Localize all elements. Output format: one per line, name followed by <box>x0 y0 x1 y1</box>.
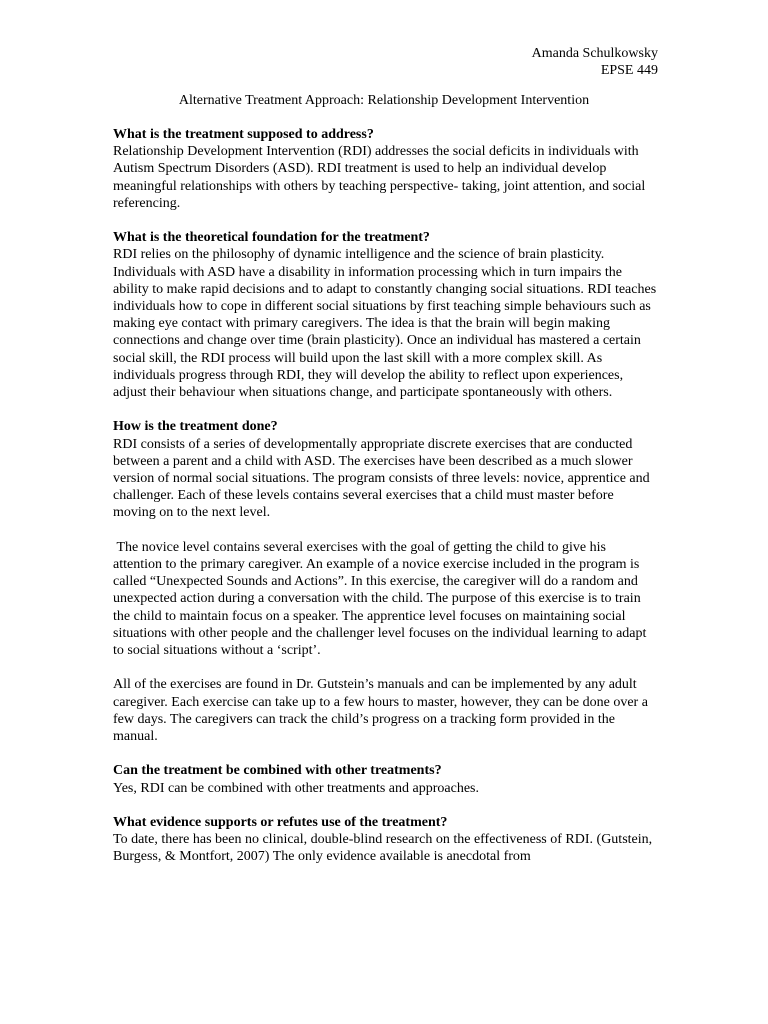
section-paragraph: Yes, RDI can be combined with other treatments and approaches. <box>113 780 479 796</box>
section-paragraph: The novice level contains several exercises with the goal of getting the child to give his attention to the primary caregiver. An example of a novice exercise included in the program is called “Unexpected Sounds and Actions”. In this exercise, the caregiver will do a random and unexpected action during a conversation with the child. The purpose of this exercise is to train the child to maintain focus on a speaker. The apprentice level focuses on maintaining social situations with other people and the challenger level focuses on the individual learning to adapt to social situations without a ‘script’. <box>113 539 650 659</box>
author-name: Amanda Schulkowsky <box>531 46 658 61</box>
section-evidence <box>113 814 658 866</box>
section-paragraph: To date, there has been no clinical, double-blind research on the effectiveness of RDI. (Gutstein, Burgess, & Montfort, 2007) The only evidence available is anecdotal from <box>113 832 653 865</box>
section-heading: How is the treatment done? <box>113 419 278 435</box>
section-combined <box>113 762 658 796</box>
section-heading: What is the theoretical foundation for the treatment? <box>113 230 430 246</box>
section-paragraph: RDI relies on the philosophy of dynamic intelligence and the science of brain plasticity. Individuals with ASD have a disability in information processing which in turn impairs the ability to make rapid decisions and to adapt to constantly changing social situations. RDI teaches individuals how to cope in different social situations by first teaching simple behaviours such as making eye contact with primary caregivers. The idea is that the brain will begin making connections and change over time (brain plasticity). Once an individual has mastered a certain social skill, the RDI process will build upon the last skill with a more complex skill. As individuals progress through RDI, they will develop the ability to reflect upon experiences, adjust their behaviour when situations change, and participate spontaneously with others. <box>113 247 657 401</box>
section-method <box>113 418 658 521</box>
section-paragraph: All of the exercises are found in Dr. Gutstein’s manuals and can be implemented by any adult caregiver. Each exercise can take up to a few hours to master, however, they can be done over a few days. The caregivers can track the child’s progress on a tracking form provided in the manual. <box>113 677 648 745</box>
section-heading: What is the treatment supposed to address? <box>113 127 374 142</box>
section-paragraph: RDI consists of a series of developmentally appropriate discrete exercises that are conducted between a parent and a child with ASD. The exercises have been described as a much slower version of normal social situations. The program consists of three levels: novice, apprentice and challenger. Each of these levels contains several exercises that a child must master before moving on to the next level. <box>113 436 650 521</box>
section-address <box>113 126 658 212</box>
document-body <box>113 126 658 866</box>
course-code: EPSE 449 <box>600 63 658 78</box>
section-heading: What evidence supports or refutes use of the treatment? <box>113 815 448 831</box>
section-foundation <box>113 229 658 401</box>
section-paragraph: Relationship Development Intervention (RDI) addresses the social deficits in individuals with Autism Spectrum Disorders (ASD). RDI treatment is used to help an individual develop meaningful relationships with others by teaching perspective- taking, joint attention, and social referencing. <box>113 144 646 211</box>
section-heading: Can the treatment be combined with other treatments? <box>113 763 442 779</box>
document-title: Alternative Treatment Approach: Relationship Development Intervention <box>178 93 590 108</box>
